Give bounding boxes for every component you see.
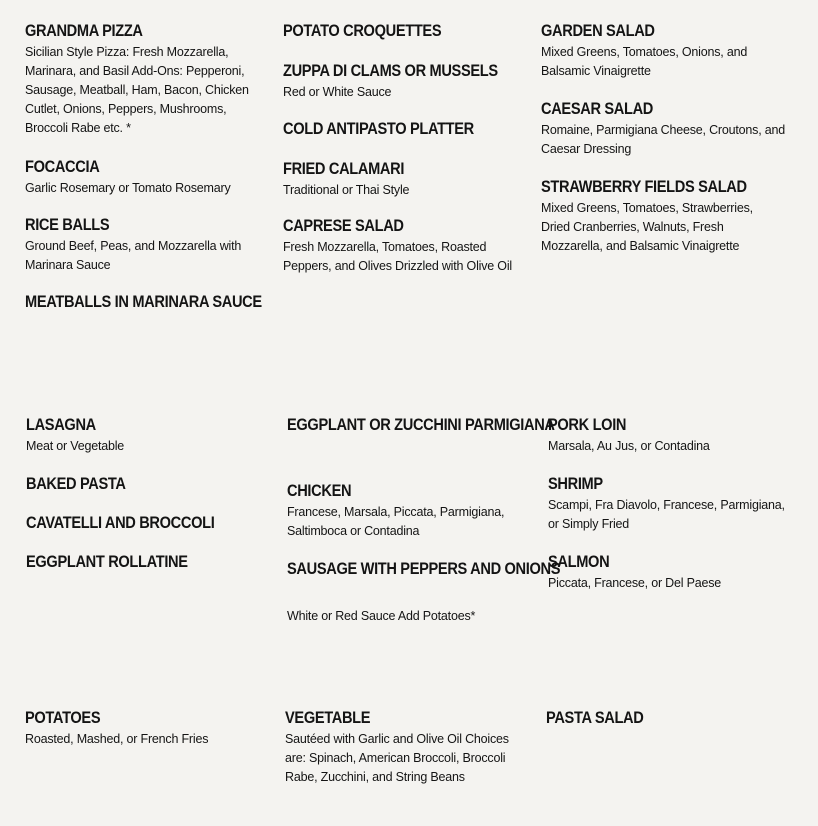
menu-item-description: Traditional or Thai Style xyxy=(283,183,410,197)
menu-item-title: MEATBALLS IN MARINARA SAUCE xyxy=(25,292,262,311)
menu-item-title: RICE BALLS xyxy=(25,215,110,234)
menu-item-description: Piccata, Francese, or Del Paese xyxy=(548,576,722,590)
menu-item-description: Garlic Rosemary or Tomato Rosemary xyxy=(25,181,231,195)
menu-item xyxy=(283,21,519,41)
menu-item xyxy=(287,605,523,626)
menu-item xyxy=(26,474,254,494)
menu-item-title: COLD ANTIPASTO PLATTER xyxy=(283,119,474,138)
menu-item-title: POTATOES xyxy=(25,708,101,727)
menu-item-description: Mixed Greens, Tomatoes, Strawberries, Dried Cranberries, Walnuts, Fresh Mozzarella, and Balsamic Vinaigrette xyxy=(541,201,753,253)
menu-item xyxy=(283,216,519,276)
menu-item xyxy=(283,119,519,139)
menu-item-title: CAPRESE SALAD xyxy=(283,216,404,235)
menu-item-title: SHRIMP xyxy=(548,474,603,493)
menu-item xyxy=(25,215,253,275)
menu-item xyxy=(548,552,792,593)
menu-item xyxy=(287,415,555,435)
menu-item-title: SAUSAGE WITH PEPPERS AND ONIONS xyxy=(287,559,561,578)
menu-item-description: Ground Beef, Peas, and Mozzarella with Marinara Sauce xyxy=(25,239,242,272)
menu-item-description: Scampi, Fra Diavolo, Francese, Parmigiana, or Simply Fried xyxy=(548,498,785,531)
menu-item xyxy=(283,61,519,102)
menu-item-title: POTATO CROQUETTES xyxy=(283,21,442,40)
menu-item-description: White or Red Sauce Add Potatoes* xyxy=(287,609,476,623)
menu-item-title: LASAGNA xyxy=(26,415,96,434)
menu-item-title: EGGPLANT OR ZUCCHINI PARMIGIANA xyxy=(287,415,555,434)
menu-item xyxy=(25,157,253,198)
menu-item-title: CAESAR SALAD xyxy=(541,99,654,118)
menu-item xyxy=(548,415,792,456)
menu-item-description: Romaine, Parmigiana Cheese, Croutons, and Caesar Dressing xyxy=(541,123,786,156)
menu-item xyxy=(283,159,519,200)
menu-item-title: CAVATELLI AND BROCCOLI xyxy=(26,513,215,532)
menu-item-title: PASTA SALAD xyxy=(546,708,644,727)
menu-item xyxy=(25,21,253,138)
menu-item-title: STRAWBERRY FIELDS SALAD xyxy=(541,177,747,196)
menu-item-title: GRANDMA PIZZA xyxy=(25,21,143,40)
menu-item-description: Francese, Marsala, Piccata, Parmigiana, Saltimboca or Contadina xyxy=(287,505,505,538)
menu-item-description: Meat or Vegetable xyxy=(26,439,125,453)
menu-item xyxy=(285,708,517,787)
menu-item-description: Fresh Mozzarella, Tomatoes, Roasted Peppers, and Olives Drizzled with Olive Oil xyxy=(283,240,512,273)
menu-item-title: EGGPLANT ROLLATINE xyxy=(26,552,188,571)
menu-item xyxy=(546,708,786,728)
menu-item xyxy=(287,481,523,541)
menu-item xyxy=(26,415,254,456)
menu-item xyxy=(541,21,799,81)
menu-item-description: Mixed Greens, Tomatoes, Onions, and Balsamic Vinaigrette xyxy=(541,45,748,78)
menu-item xyxy=(287,559,561,579)
menu-item xyxy=(541,99,799,159)
menu-item-title: BAKED PASTA xyxy=(26,474,126,493)
menu-item-title: SALMON xyxy=(548,552,610,571)
menu-item-title: FOCACCIA xyxy=(25,157,100,176)
menu-item-title: ZUPPA DI CLAMS OR MUSSELS xyxy=(283,61,498,80)
menu-item-title: PORK LOIN xyxy=(548,415,627,434)
menu-item xyxy=(541,177,773,256)
menu-item xyxy=(25,292,262,312)
menu-item-description: Sautéed with Garlic and Olive Oil Choices are: Spinach, American Broccoli, Broccoli Rabe, Zucchini, and String Beans xyxy=(285,732,509,784)
menu-item-title: GARDEN SALAD xyxy=(541,21,655,40)
menu-item-title: VEGETABLE xyxy=(285,708,371,727)
menu-item-description: Sicilian Style Pizza: Fresh Mozzarella, Marinara, and Basil Add-Ons: Pepperoni, Sausage, Meatball, Ham, Bacon, Chicken Cutlet, Onions, Peppers, Mushrooms, Broccoli Rabe etc. * xyxy=(25,45,249,135)
menu-item xyxy=(548,474,792,534)
menu-item-title: FRIED CALAMARI xyxy=(283,159,405,178)
menu-item xyxy=(26,513,254,533)
menu-item-title: CHICKEN xyxy=(287,481,352,500)
menu-item-description: Red or White Sauce xyxy=(283,85,392,99)
menu-item-description: Roasted, Mashed, or French Fries xyxy=(25,732,209,746)
menu-item xyxy=(26,552,254,572)
menu-item xyxy=(25,708,253,749)
menu-item-description: Marsala, Au Jus, or Contadina xyxy=(548,439,710,453)
